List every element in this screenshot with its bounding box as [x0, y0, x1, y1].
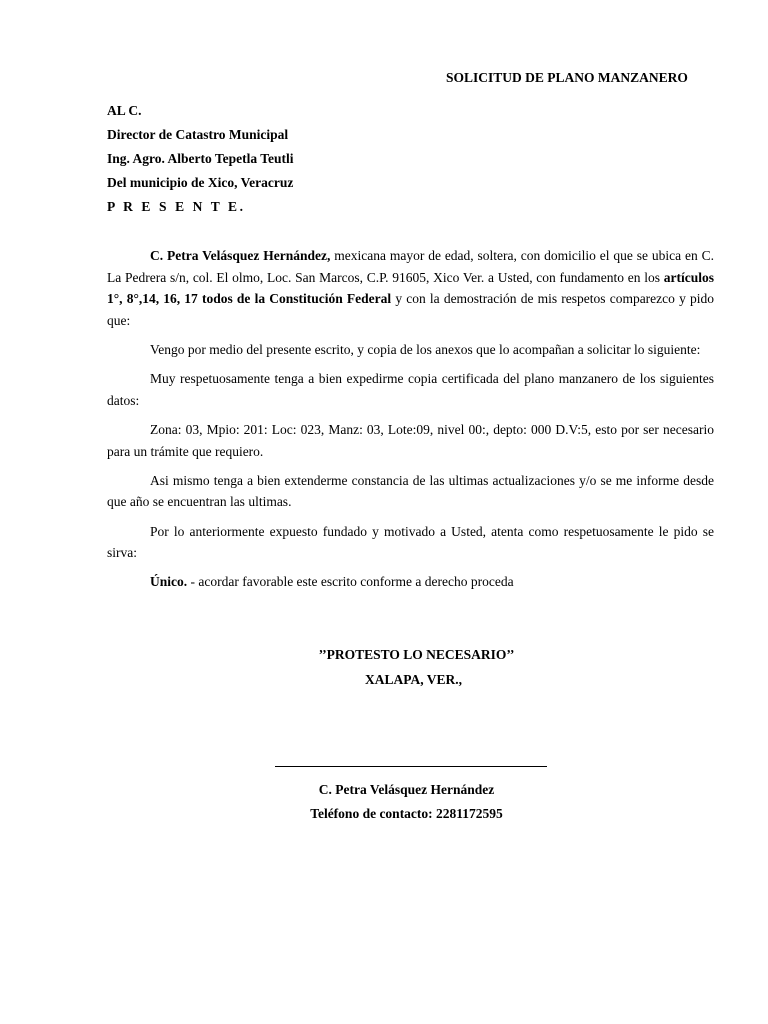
petitioner-details: mexicana mayor de edad, soltera, con domicilio el que se ubica en C. La Pedrera s/n, col. El olmo, Loc. San Marcos, C.P. 91605, Xico Ver. a Usted, con fundamento en los: [107, 248, 714, 285]
signature-line: [275, 766, 547, 767]
closing-place: XALAPA, VER.,: [364, 672, 462, 687]
paragraph-foundation: Por lo anteriormente expuesto fundado y motivado a Usted, atenta como respetuosamente le pido se sirva:: [107, 523, 714, 561]
petitioner-name: C. Petra Velásquez Hernández,: [150, 248, 331, 263]
document-title: SOLICITUD DE PLANO MANZANERO: [446, 70, 688, 85]
paragraph-cadastral-data: Zona: 03, Mpio: 201: Loc: 023, Manz: 03, Lote:09, nivel 00:, depto: 000 D.V:5, esto por ser necesario para un trámite que requiero.: [107, 421, 714, 459]
unico-text: - acordar favorable este escrito conforme a derecho proceda: [187, 574, 514, 590]
signature-phone: Teléfono de contacto: 2281172595: [310, 806, 503, 821]
petitioner-closing: y con la demostración de mis respetos comparezco y pido que:: [107, 291, 714, 328]
paragraph-updates: Asi mismo tenga a bien extenderme constancia de las ultimas actualizaciones y/o se me informe desde que año se encuentran las ultimas.: [107, 472, 714, 510]
addressee-line-name: Ing. Agro. Alberto Tepetla Teutli: [107, 151, 294, 166]
signature-name: C. Petra Velásquez Hernández: [318, 782, 495, 797]
paragraph-request-intro: Vengo por medio del presente escrito, y copia de los anexos que lo acompañan a solicitar lo siguiente:: [150, 341, 701, 357]
paragraph-certified-copy: Muy respetuosamente tenga a bien expedirme copia certificada del plano manzanero de los siguientes datos:: [107, 371, 714, 408]
addressee-block: [107, 99, 507, 219]
addressee-line-presente: P R E S E N T E.: [107, 199, 246, 214]
closing-protesto: ’’PROTESTO LO NECESARIO’’: [318, 647, 515, 662]
addressee-line-al-c: AL C.: [107, 103, 142, 118]
legal-articles: artículos 1°, 8°,14, 16, 17 todos de la Constitución Federal: [107, 269, 714, 307]
unico-label: Único.: [150, 574, 188, 590]
addressee-line-municipality: Del municipio de Xico, Veracruz: [107, 175, 294, 190]
document-body: [107, 245, 714, 600]
paragraph-unico: [107, 571, 714, 593]
addressee-line-position: Director de Catastro Municipal: [107, 127, 289, 142]
paragraph-petitioner: [107, 245, 714, 331]
